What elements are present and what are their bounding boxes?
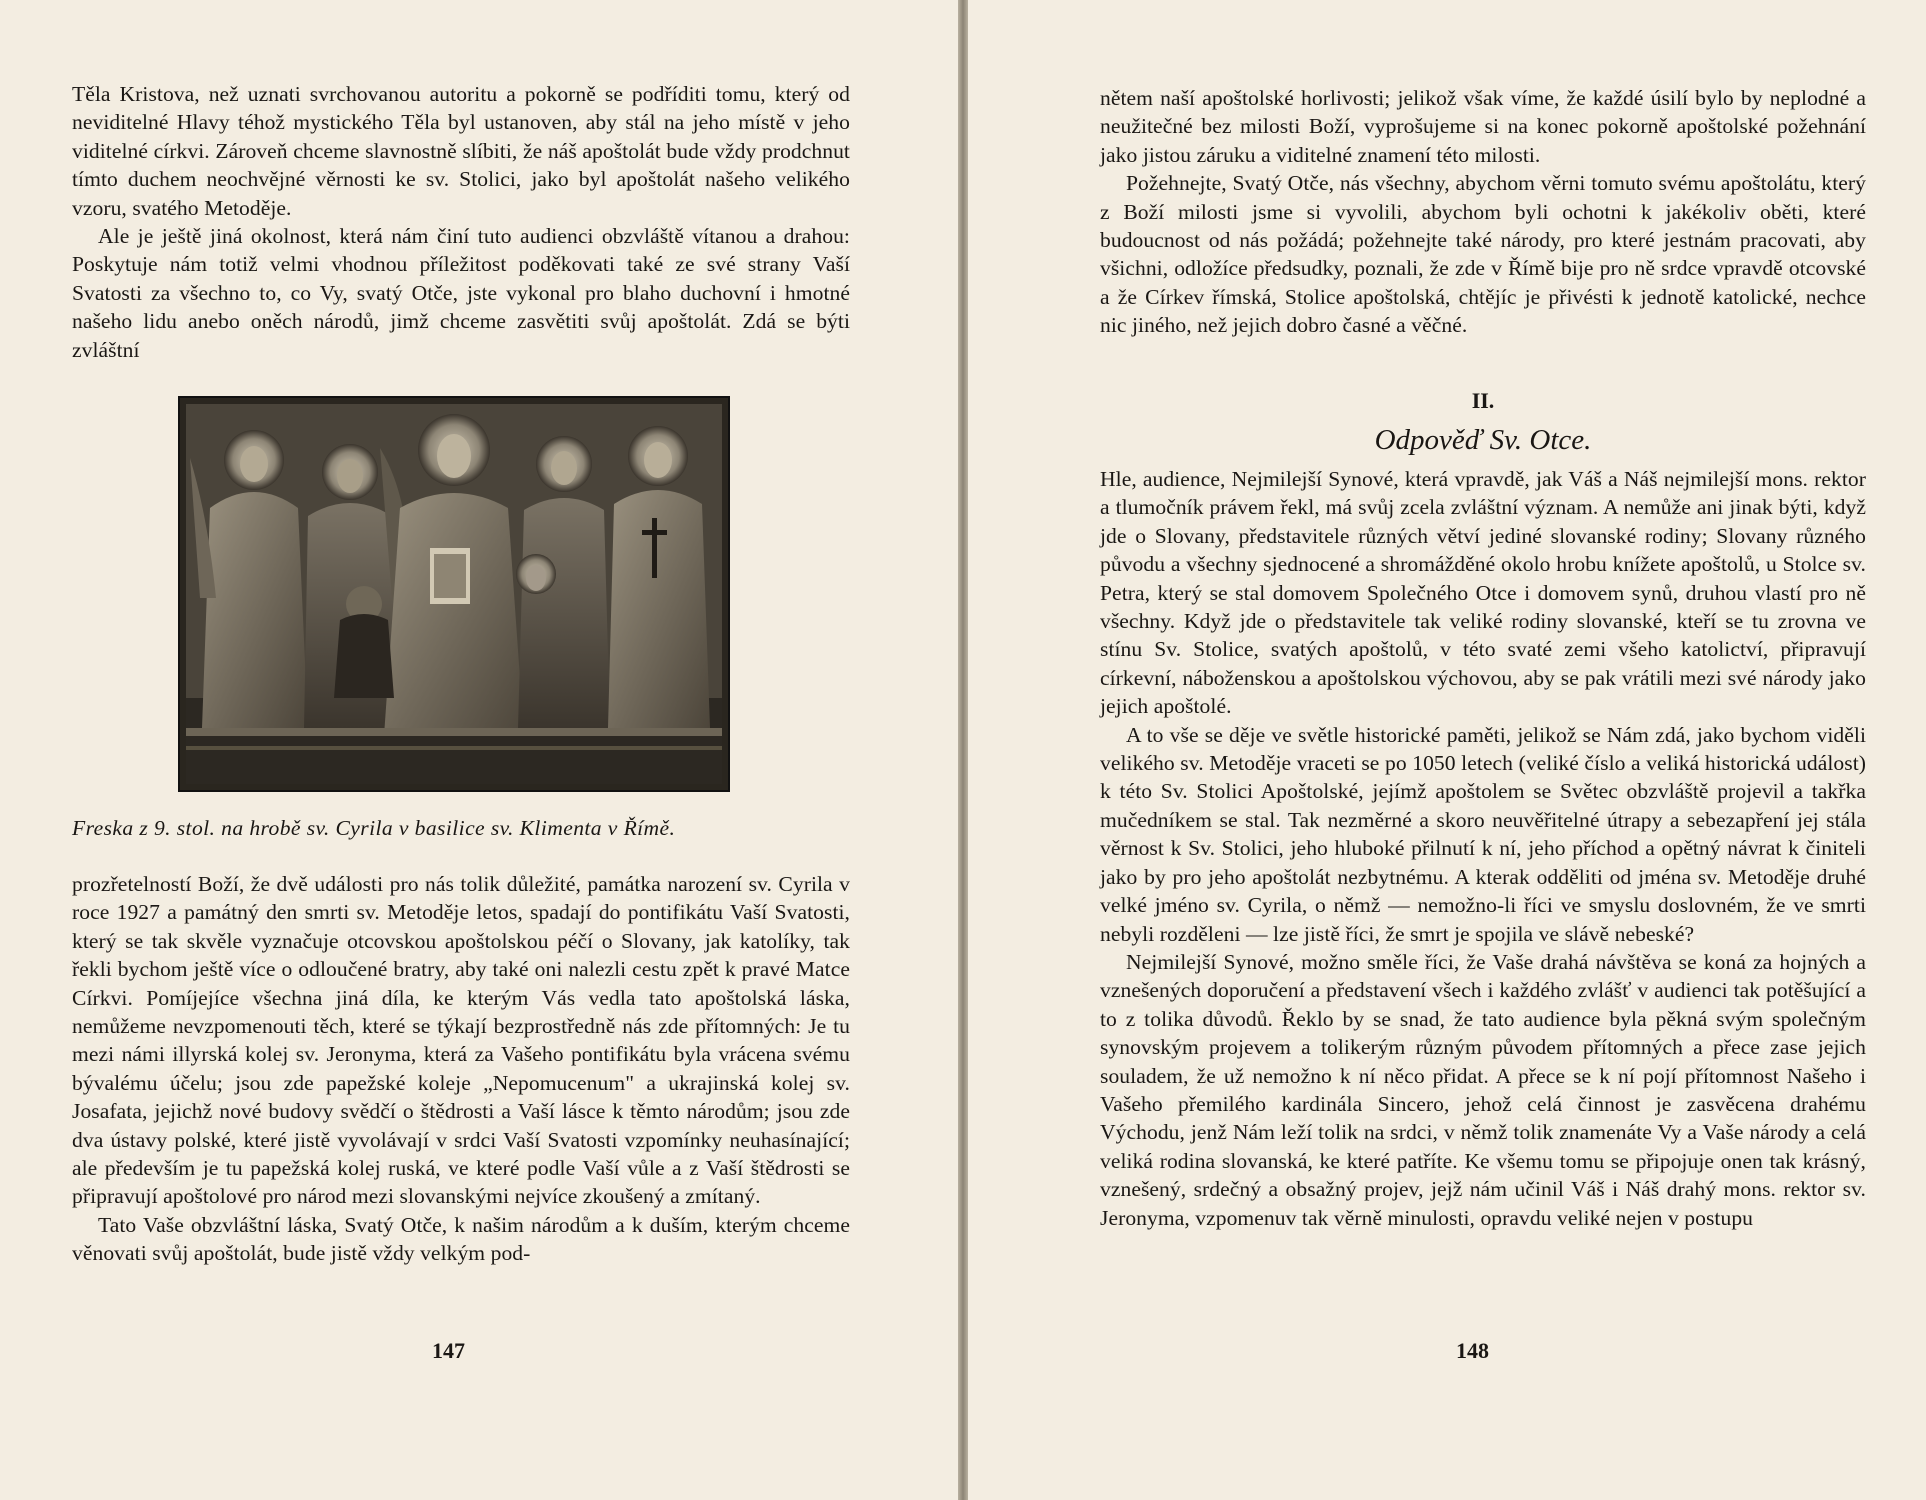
right-page-text-bottom [1100, 465, 1866, 1232]
paragraph: A to vše se děje ve světle historické paměti, jelikož se Nám zdá, jako bychom viděli velikého sv. Metoděje vraceti se po 1050 letech (veliké číslo a veliká historická událost) k této Sv. Stolici Apoštolské, jejímž apoštolem se Světec obzvláště projevil a takřka mučedníkem se stal. Tak nezměrné a skoro neuvěřitelné útrapy a sebezapření jej stála věrnost k Sv. Stolici, jeho hluboké přilnutí k ní, jeho příchod a opětný návrat k činiteli jako by pro jeho apoštolát nezbytnému. A kterak odděliti od jména sv. Metoděje druhé velké jméno sv. Cyrila, o němž — nemožno-li říci ve smyslu doslovném, že ve smrti nebyli rozděleni — lze jistě říci, že smrt je spojila ve slávě nebeské? [1100, 722, 1866, 946]
page-number-right: 148 [1456, 1338, 1489, 1363]
right-page-text-top [1100, 84, 1866, 340]
paragraph: Tato Vaše obzvláštní láska, Svatý Otče, k našim národům a k duším, kterým chceme věnovati svůj apoštolát, bude jistě vždy velkým pod- [72, 1212, 850, 1266]
paragraph: Těla Kristova, než uznati svrchovanou autoritu a pokorně se podříditi tomu, který od neviditelné Hlavy téhož mystického Těla byl ustanoven, aby stál na jeho místě v jeho viditelné církvi. Zároveň chceme slavnostně slíbiti, že náš apoštolát bude vždy prodchnut tímto duchem neochvějné věrnosti ke sv. Stolici, jako byl apoštolát našeho velikého vzoru, svatého Metoděje. [72, 82, 850, 220]
fresco-illustration [180, 398, 728, 790]
paragraph: prozřetelností Boží, že dvě události pro nás tolik důležité, památka narození sv. Cyrila v roce 1927 a památný den smrti sv. Metoděje letos, spadají do pontifikátu Vaší Svatosti, který se tak skvěle vyznačuje otcovskou apoštolskou péčí o Slovany, jak katolíky, tak řekli bychom ještě více o odloučené bratry, aby také oni nalezli cestu zpět k pravé Matce Církvi. Pomíjejíce všechna jiná díla, ke kterým Vás vedla tato apoštolská láska, nemůžeme nevzpomenouti těch, které se týkají bezprostředně nás zde přítomných: Je tu mezi námi illyrská kolej sv. Jeronyma, která za Vašeho pontifikátu byla vrácena svému bývalému účelu; jsou zde papežské koleje „Nepomucenum" a ukrajinská kolej sv. Josafata, jejichž nové budovy svědčí o štědrosti a Vaší lásce k těmto národům; jsou zde dva ústavy polské, které jistě vyvolávají v srdci Vaší Svatosti vzpomínky neuhasínající; ale především je tu papežská kolej ruská, ve které podle Vaší vůle a z Vaší štědrosti se připravují apoštolové pro národ mezi slovanskými nejvíce zkoušený a zmítaný. [72, 872, 850, 1209]
book-gutter [958, 0, 968, 1500]
fresco-image [180, 398, 728, 790]
fresco-caption: Freska z 9. stol. na hrobě sv. Cyrila v basilice sv. Klimenta v Římě. [72, 816, 676, 840]
paragraph: Hle, audience, Nejmilejší Synové, která vpravdě, jak Váš a Náš nejmilejší mons. rektor a tlumočník právem řekl, má svůj zcela zvláštní význam. A nemůže ani jinak býti, když jde o Slovany, představitele různých větví jediné slovanské rodiny; Slovany různého původu a všechny sjednocené a shromážděné okolo hrobu knížete apoštolů, u Stolce sv. Petra, který se stal domovem Společného Otce i domovem synů, druhou vlastí pro ně všechny. Když jde o představitele tak veliké rodiny slovanské, kteří se tu zrovna ve stínu Sv. Stolice, svatých apoštolů, v této svaté zemi všeho katolictví, připravují církevní, náboženskou a apoštolskou výchovou, aby se pak vrátili mezi své národy jako jejich apoštolé. [1100, 467, 1866, 719]
paragraph: Požehnejte, Svatý Otče, nás všechny, abychom věrni tomuto svému apoštolátu, který z Boží milosti jsme si vyvolili, abychom byli ochotni k jakékoliv oběti, které budoucnost od nás požádá; požehnejte také národy, pro které jestnám pracovati, aby všichni, odložíce předsudky, poznali, že zde v Římě bije pro ně srdce vpravdě otcovské a že Církev římská, Stolice apoštolská, chtějíc je přivésti k jednotě katolické, nechce nic jiného, než jejich dobro časné a věčné. [1100, 171, 1866, 338]
paragraph: nětem naší apoštolské horlivosti; jelikož však víme, že každé úsilí bylo by neplodné a neužitečné bez milosti Boží, vyprošujeme si na konec pokorně apoštolské požehnání jako jistou záruku a viditelné znamení této milosti. [1100, 86, 1866, 167]
page-number-left: 147 [432, 1338, 465, 1363]
paragraph: Nejmilejší Synové, možno směle říci, že Vaše drahá návštěva se koná za hojných a vznešených doporučení a představení všech i každého zvlášť v audienci tak potěšující a to z tolika důvodů. Řeklo by se snad, že tato audience byla pěkná svým společným synovským projevem a tolikerým různým původem přítomných a přece zase jejich souladem, že už nemožno k ní něco přidat. A přece se k ní pojí přítomnost Našeho i Vašeho přemilého kardinála Sincero, jehož celá činnost je zasvěcena drahému Východu, jenž Nám leží tolik na srdci, v němž tolik znamenáte Vy a Vaše národy a celá veliká rodina slovanská, ke které patříte. Ke všemu tomu se připojuje onen tak krásný, vznešený, srdečný a obsažný projev, jejž nám učinil Váš i Náš drahý mons. rektor sv. Jeronyma, vzpomenuv tak věrně minulosti, opravdu veliké nejen v postupu [1100, 949, 1866, 1230]
section-number: II. [1471, 388, 1495, 413]
left-page-text-bottom [72, 870, 850, 1268]
section-title: Odpověď Sv. Otce. [1374, 424, 1592, 456]
paragraph: Ale je ještě jiná okolnost, která nám činí tuto audienci obzvláště vítanou a drahou: Poskytuje nám totiž velmi vhodnou příležitost poděkovati také ze své strany Vaší Svatosti za všechno to, co Vy, svatý Otče, jste vykonal pro blaho duchovní i hmotné našeho lidu anebo oněch národů, jimž chceme zasvětiti svůj apoštolát. Zdá se býti zvláštní [72, 224, 850, 362]
left-page-text-top [72, 80, 850, 364]
